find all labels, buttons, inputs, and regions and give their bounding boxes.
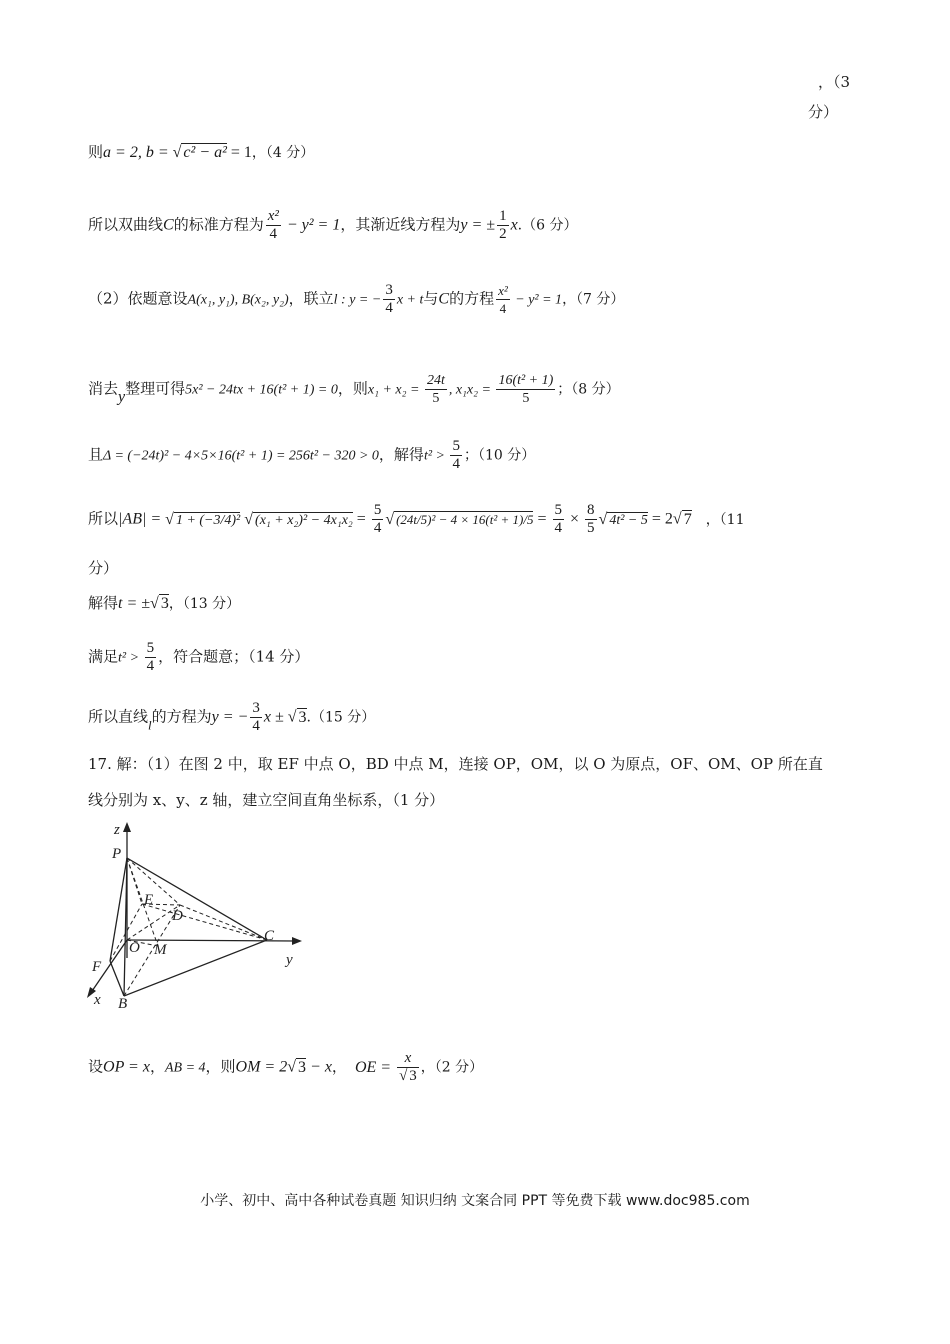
line-12: 设OP = x，AB = 4，则OM = 2√ 3 − x， OE = $\frac{x}{√ 3}$ ，（2 分）	[88, 1050, 484, 1084]
points-11-b: 分）	[88, 559, 119, 577]
line-9: 所以直线l的方程为y = − $\frac{3}{4}$ x ± √ 3.（15 分）	[88, 700, 376, 734]
line-7: 解得t = ±√ 3，（13 分）	[88, 594, 241, 612]
line-2: 所以双曲线C的标准方程为 $\frac{\text{x²}}{4}$ − y² = 1，其渐近线方程为y = ± $\frac{1}{2}$ x.（6 分）	[88, 208, 578, 242]
label-P: P	[112, 846, 122, 862]
tetrahedron-figure	[82, 818, 312, 1018]
line-1: 则a = 2, b = √ c² − a² = 1，（4 分）	[88, 143, 315, 161]
label-C: C	[264, 928, 275, 944]
label-z: z	[114, 822, 120, 838]
line-3: （2）依题意设A(x₁, y₁), B(x₂, y₂)，联立l : y = − $\frac{3}{4}$ x + t与C的方程 $\frac{\text{x²}}{4}$ − y² = 1，（7 分）	[88, 282, 625, 316]
line-6: 所以|AB| = √ 1 + (−3/4)² √ (x₁ + x₂)² − 4x₁x₂ = $\frac{5}{4}$ √ (24t/5)² − 4 × 16(t² + 1)/5 = $\frac{5}{4}$ × $\frac{8}{5}$ √ 4t² − 5 = 2√ 7 ，（11	[88, 502, 745, 536]
label-B: B	[118, 996, 128, 1012]
line-4: 消去y整理可得5x² − 24tx + 16(t² + 1) = 0，则x₁ + x₂ = $\frac{24t}{5}$ , x₁x₂ = $\frac{\text{16(t² + 1)}}{5}$ ；（8 分）	[88, 373, 620, 406]
problem-17-line-2: 线分别为 x、y、z 轴，建立空间直角坐标系，（1 分）	[88, 791, 445, 809]
label-y: y	[286, 952, 293, 968]
points-3-b: 分）	[808, 103, 839, 121]
page-footer: 小学、初中、高中各种试卷真题 知识归纳 文案合同 PPT 等免费下载 www.doc985.com	[200, 1193, 750, 1209]
line-5: 且Δ = (−24t)² − 4×5×16(t² + 1) = 256t² − 320 > 0，解得t² > $\frac{5}{4}$ ；（10 分）	[88, 438, 536, 472]
label-D: D	[172, 908, 183, 924]
problem-17-line-1: 17. 解：（1）在图 2 中，取 EF 中点 O，BD 中点 M，连接 OP，OM，以 O 为原点，OF、OM、OP 所在直	[88, 755, 823, 773]
label-x: x	[94, 992, 101, 1008]
label-E: E	[144, 892, 154, 908]
label-O: O	[129, 940, 140, 956]
label-F: F	[92, 959, 102, 975]
points-3-a: ，（3	[818, 73, 851, 91]
line-8: 满足t² > $\frac{5}{4}$ ，符合题意；（14 分）	[88, 640, 310, 674]
label-M: M	[154, 942, 167, 958]
